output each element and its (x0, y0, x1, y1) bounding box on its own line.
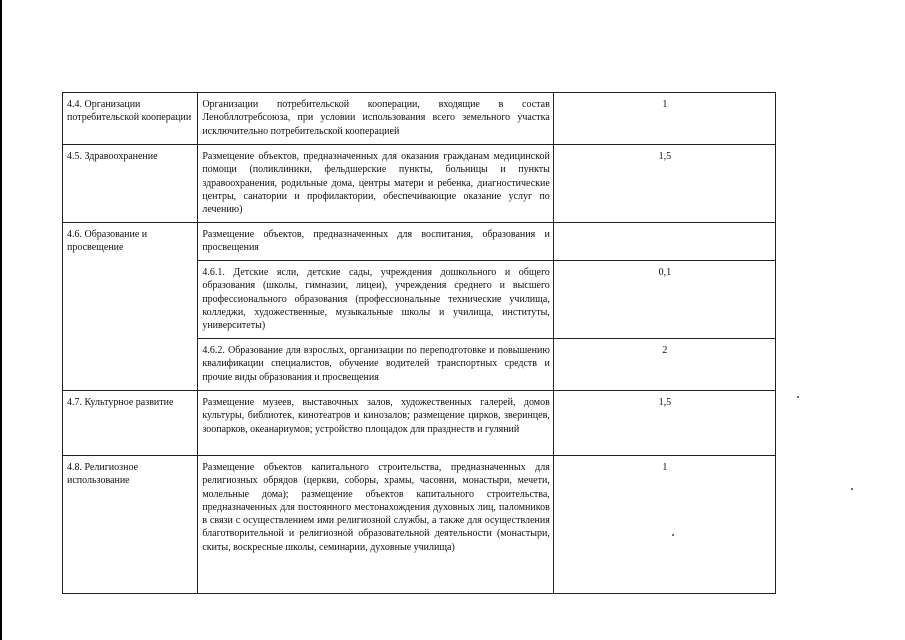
table-row (63, 145, 776, 223)
value-cell: 0,1 (553, 261, 775, 339)
description-cell: Размещение объектов капитального строительства, предназначенных для религиозных обрядов (церкви, соборы, храмы, часовни, монастыри, мечети, молельные дома); размещение объектов капитального строительства, предназначенных для постоянного местонахождения духовных лиц, паломников в связи с осуществлением ими религиозной службы, а также для осуществления благотворительной и религиозной образовательной деятельности (монастыри, скиты, воскресные школы, семинарии, духовные училища) (198, 456, 553, 594)
value-cell: 1 (553, 93, 775, 145)
table-row (63, 391, 776, 456)
value-cell: 1 (553, 456, 775, 594)
table-row (63, 223, 776, 261)
category-cell: 4.7. Культурное развитие (63, 391, 198, 456)
scan-edge (0, 0, 2, 640)
value-cell (553, 223, 775, 261)
category-cell: 4.6. Образование и просвещение (63, 223, 198, 391)
category-cell: 4.5. Здравоохранение (63, 145, 198, 223)
scan-speck (797, 396, 799, 398)
description-cell: Размещение объектов, предназначенных для воспитания, образования и просвещения (198, 223, 553, 261)
table-row (63, 456, 776, 594)
land-use-table (62, 92, 776, 594)
scan-speck (672, 534, 674, 536)
value-cell: 1,5 (553, 391, 775, 456)
description-cell: Организации потребительской кооперации, входящие в состав Ленобллотребсоюза, при условии использования всего земельного участка исключительно потребительской кооперацией (198, 93, 553, 145)
description-cell: 4.6.2. Образование для взрослых, организации по переподготовке и повышению квалификации специалистов, обучение водителей транспортных средств и прочие виды образования и просвещения (198, 339, 553, 391)
table-row (63, 93, 776, 145)
category-cell: 4.4. Организации потребительской кооперации (63, 93, 198, 145)
category-cell: 4.8. Религиозное использование (63, 456, 198, 594)
value-cell: 2 (553, 339, 775, 391)
value-cell: 1,5 (553, 145, 775, 223)
scan-speck (851, 488, 853, 490)
description-cell: 4.6.1. Детские ясли, детские сады, учреждения дошкольного и общего образования (школы, гимназии, лицеи), учреждения среднего и высшего профессионального образования (профессиональные технические училища, колледжи, художественные, музыкальные школы и училища, институты, университеты) (198, 261, 553, 339)
description-cell: Размещение музеев, выставочных залов, художественных галерей, домов культуры, библиотек, кинотеатров и кинозалов; размещение цирков, зверинцев, зоопарков, океанариумов; устройство площадок для празднеств и гуляний (198, 391, 553, 456)
description-cell: Размещение объектов, предназначенных для оказания гражданам медицинской помощи (поликлиники, фельдшерские пункты, больницы и пункты здравоохранения, родильные дома, центры матери и ребенка, диагностические центры, санатории и профилактории, обеспечивающие оказание услуг по лечению) (198, 145, 553, 223)
